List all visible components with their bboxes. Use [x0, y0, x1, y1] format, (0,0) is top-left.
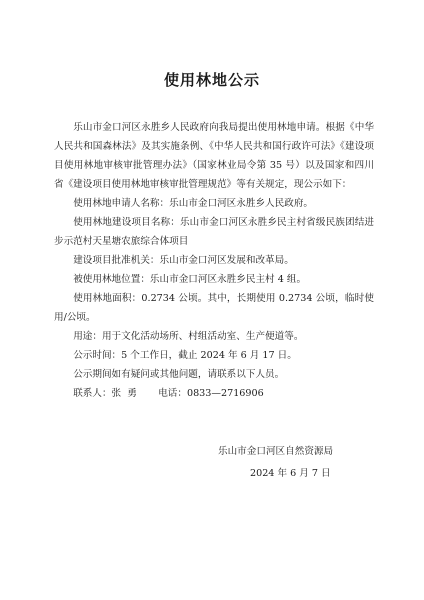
inquiry-paragraph: 公示期间如有疑问或其他问题，请联系以下人员。 — [73, 369, 285, 380]
intro-paragraph: 乐山市金口河区永胜乡人民政府向我局提出使用林地申请。根据《中华人民共和国森林法》及其实施条例、《中华人民共和国行政许可法》《建设项目使用林地审核审批管理办法》（国家林业局令第 35 号）以及国家和四川省《建设项目使用林地审核审批管理规范》等有关规定，现公示如下： — [54, 122, 374, 190]
contact-line: 联系人：张 勇 电话：0833—2716906 — [73, 388, 264, 399]
project-name-paragraph: 使用林地建设项目名称：乐山市金口河区永胜乡民主村省级民族团结进步示范村天星塘农旅综合体项目 — [54, 217, 374, 247]
issue-date: 2024 年 6 月 7 日 — [250, 468, 331, 479]
approval-authority-paragraph: 建设项目批准机关：乐山市金口河区发展和改革局。 — [73, 255, 294, 266]
location-paragraph: 被使用林地位置：乐山市金口河区永胜乡民主村 4 组。 — [73, 274, 307, 285]
issuer-name: 乐山市金口河区自然资源局 — [218, 446, 334, 457]
signature-block — [218, 441, 378, 485]
period-paragraph: 公示时间：5 个工作日，截止 2024 年 6 月 17 日。 — [73, 350, 297, 361]
notice-body — [54, 118, 374, 403]
applicant-paragraph: 使用林地申请人名称：乐山市金口河区永胜乡人民政府。 — [73, 198, 314, 209]
page-title: 使用林地公示 — [163, 71, 260, 89]
area-paragraph: 使用林地面积：0.2734 公顷。其中，长期使用 0.2734 公顷，临时使用/公顷。 — [54, 293, 374, 323]
purpose-paragraph: 用途：用于文化活动场所、村组活动室、生产便道等。 — [73, 331, 304, 342]
